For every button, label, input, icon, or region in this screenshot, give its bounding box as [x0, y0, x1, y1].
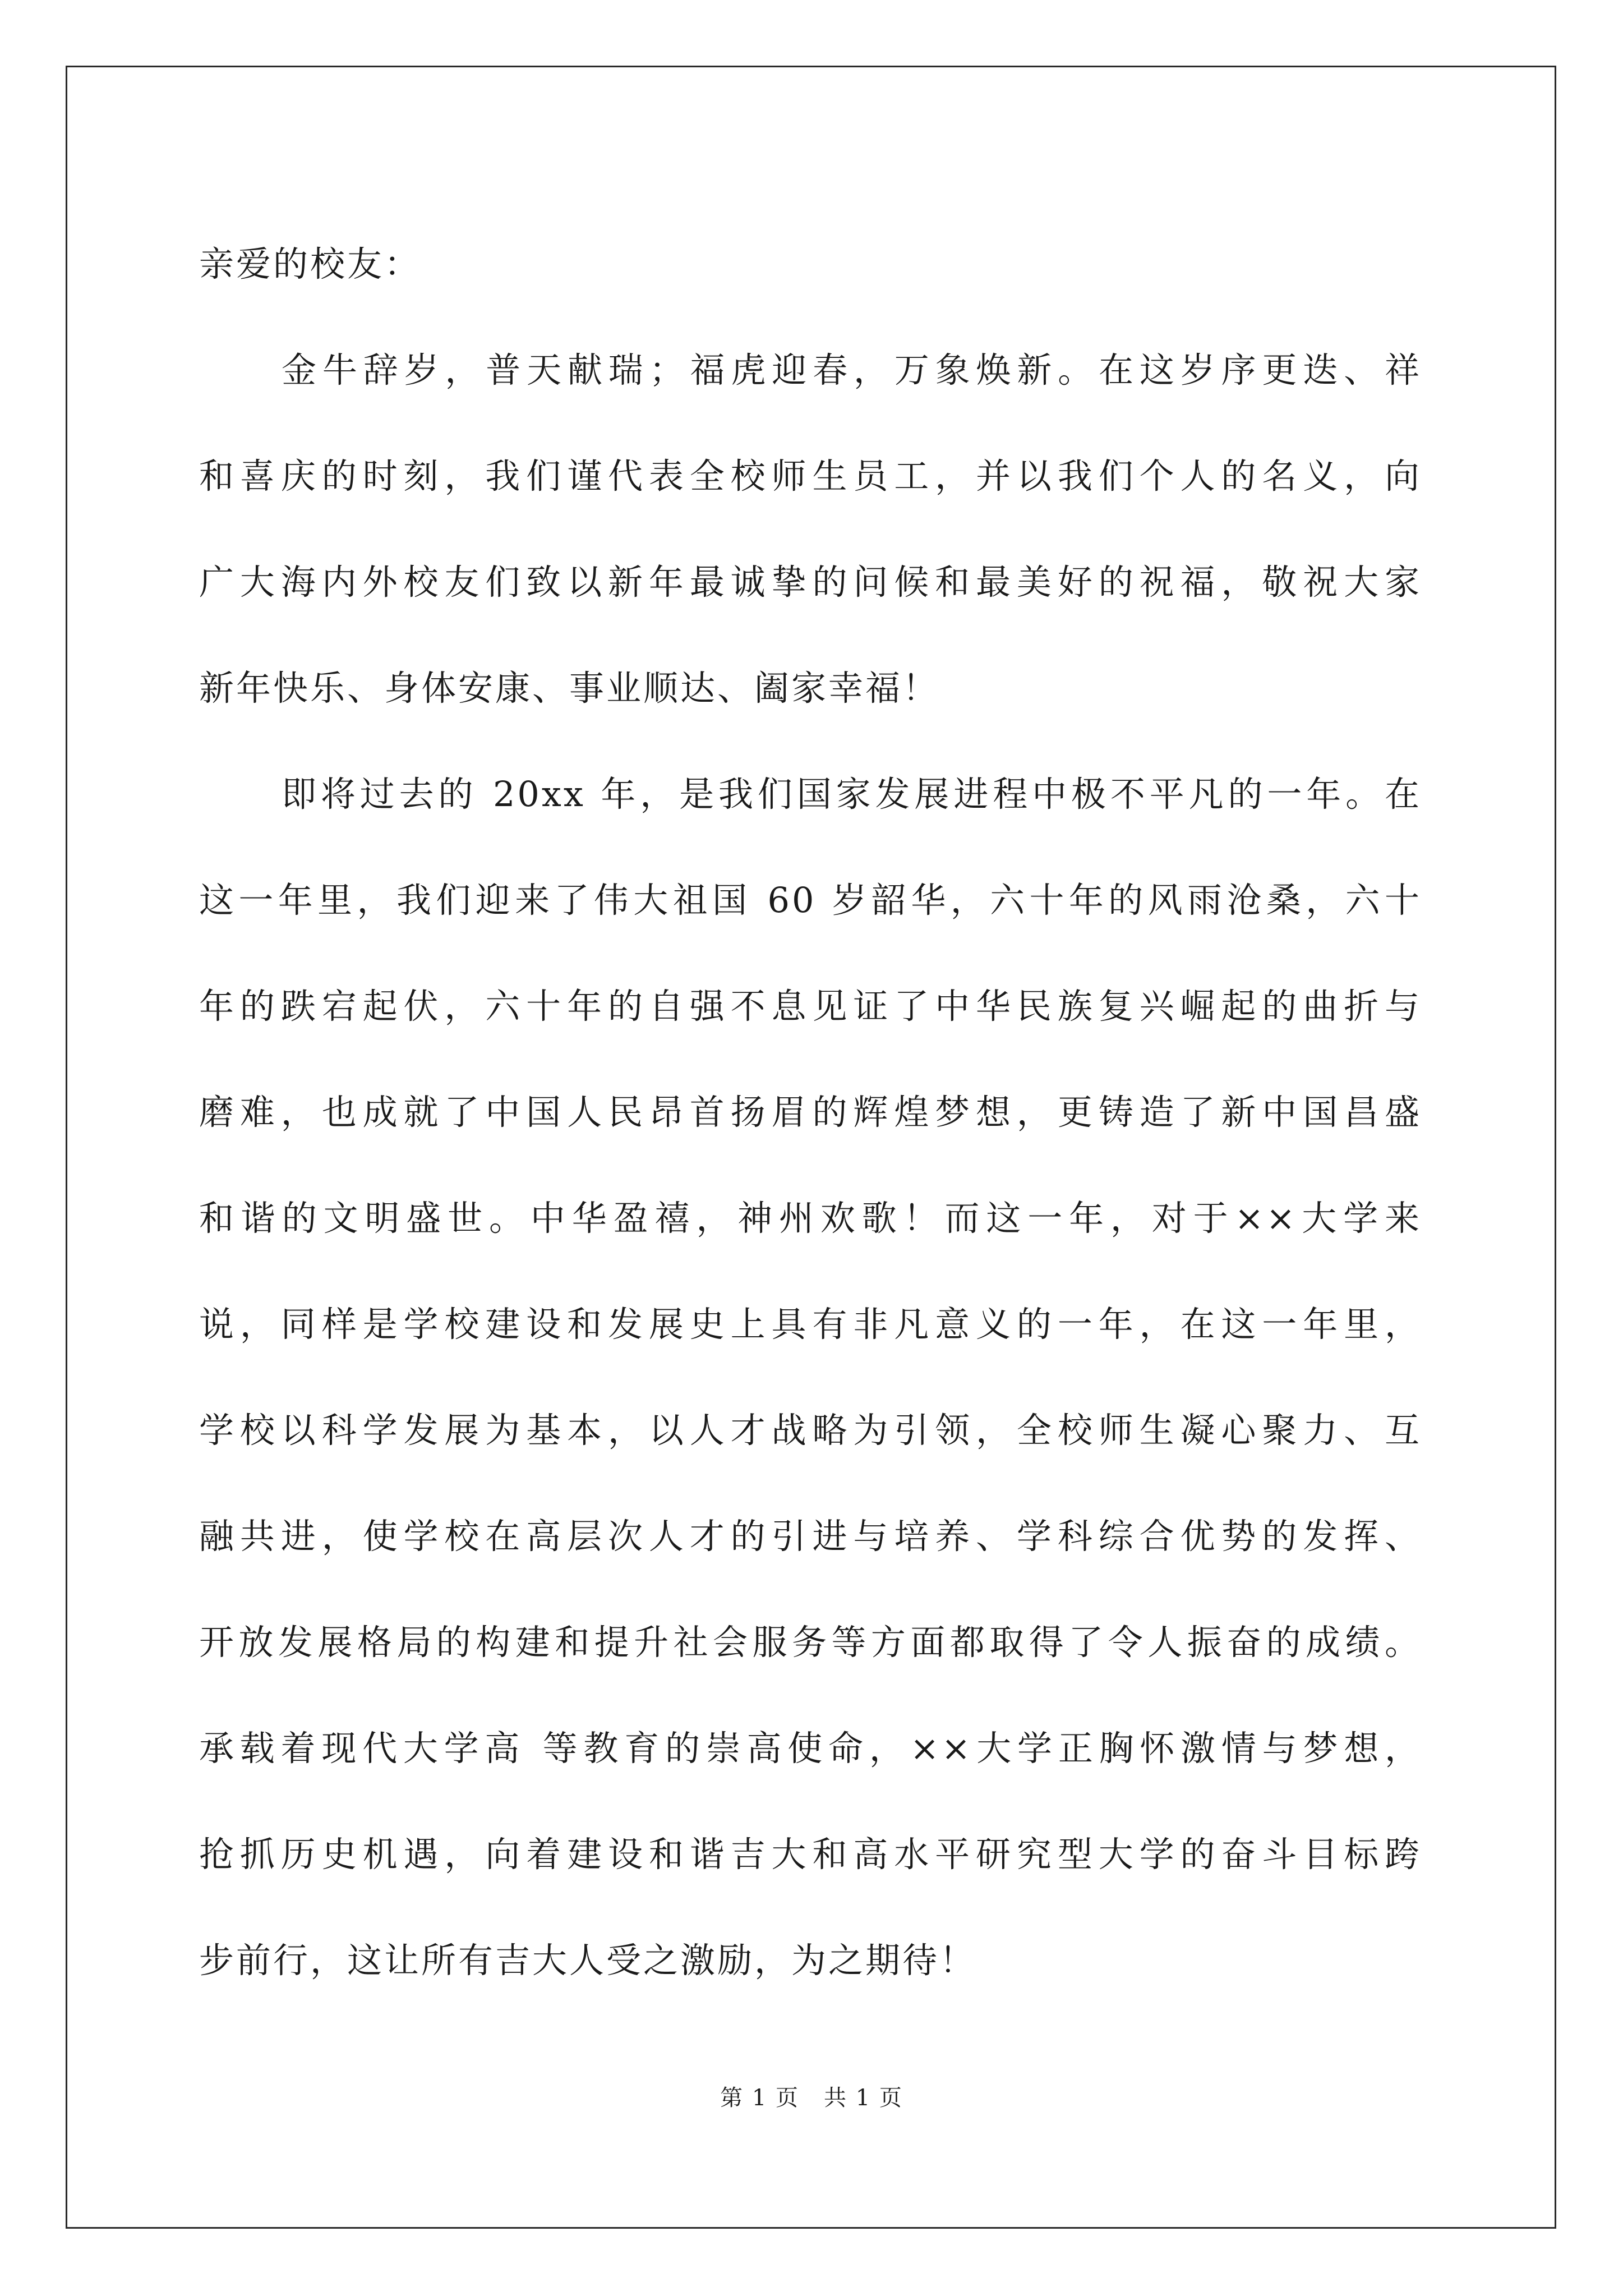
- paragraph-line: 即将过去的 20xx 年，是我们国家发展进程中极不平凡的一年。在: [282, 774, 1422, 815]
- paragraph-line: 年的跌宕起伏，六十年的自强不息见证了中华民族复兴崛起的曲折与: [199, 986, 1422, 1027]
- paragraph-line: 承载着现代大学高 等教育的崇高使命，××大学正胸怀激情与梦想，: [199, 1728, 1422, 1769]
- paragraph-line: 这一年里，我们迎来了伟大祖国 60 岁韶华，六十年的风雨沧桑，六十: [199, 880, 1422, 921]
- paragraph-line: 说，同样是学校建设和发展史上具有非凡意义的一年，在这一年里，: [199, 1304, 1422, 1345]
- paragraph-line: 抢抓历史机遇，向着建设和谐吉大和高水平研究型大学的奋斗目标跨: [199, 1834, 1422, 1875]
- paragraph-review: [199, 741, 1422, 2013]
- paragraph-line: 步前行，这让所有吉大人受之激励，为之期待！: [199, 1940, 977, 1981]
- paragraph-line: 和喜庆的时刻，我们谨代表全校师生员工，并以我们个人的名义，向: [199, 455, 1422, 496]
- page-footer: [0, 2080, 1623, 2112]
- page-number: 第 1 页: [720, 2085, 799, 2111]
- paragraph-line: 广大海内外校友们致以新年最诚挚的问候和最美好的祝福，敬祝大家: [199, 562, 1422, 602]
- paragraph-greeting: [199, 317, 1422, 741]
- paragraph-line: 磨难，也成就了中国人民昂首扬眉的辉煌梦想，更铸造了新中国昌盛: [199, 1092, 1422, 1133]
- page-total: 共 1 页: [824, 2085, 903, 2111]
- paragraph-line: 融共进，使学校在高层次人才的引进与培养、学科综合优势的发挥、: [199, 1516, 1422, 1557]
- salutation: 亲爱的校友：: [199, 243, 422, 284]
- paragraph-line: 新年快乐、身体安康、事业顺达、阖家幸福！: [199, 668, 940, 708]
- paragraph-line: 开放发展格局的构建和提升社会服务等方面都取得了令人振奋的成绩。: [199, 1622, 1422, 1663]
- paragraph-line: 金牛辞岁，普天献瑞；福虎迎春，万象焕新。在这岁序更迭、祥: [282, 349, 1422, 390]
- paragraph-line: 学校以科学发展为基本，以人才战略为引领，全校师生凝心聚力、互: [199, 1410, 1422, 1451]
- letter-body: [199, 211, 1422, 2013]
- paragraph-line: 和谐的文明盛世。中华盈禧，神州欢歌！而这一年，对于××大学来: [199, 1198, 1422, 1239]
